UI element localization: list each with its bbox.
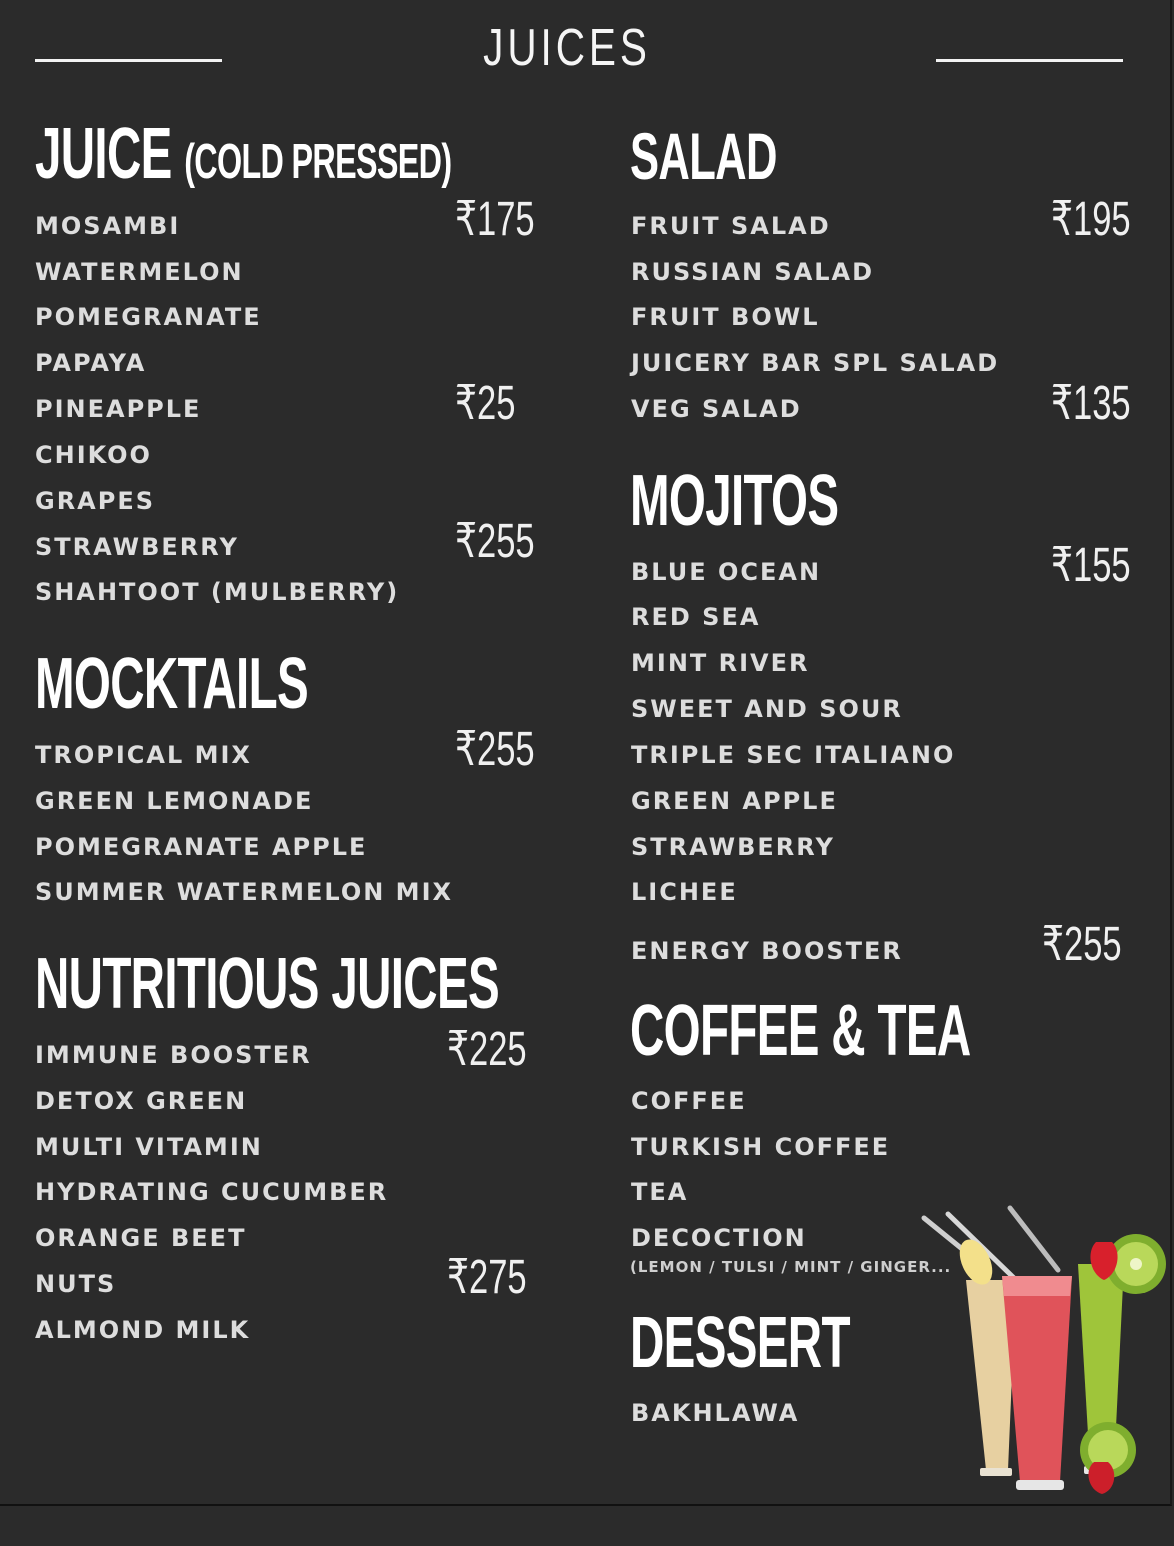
- menu-item: GRAPES: [35, 487, 156, 515]
- straw-icon: [1010, 1208, 1058, 1270]
- menu-item: STRAWBERRY: [35, 533, 239, 561]
- menu-item: NUTS: [35, 1270, 117, 1298]
- menu-item: GREEN LEMONADE: [35, 787, 314, 815]
- menu-item: TURKISH COFFEE: [631, 1133, 891, 1161]
- menu-item: LICHEE: [631, 878, 738, 906]
- menu-item: POMEGRANATE: [35, 303, 262, 331]
- menu-item: IMMUNE BOOSTER: [35, 1041, 312, 1069]
- kiwi-core: [1130, 1258, 1142, 1270]
- menu-item: JUICERY BAR SPL SALAD: [631, 349, 1000, 377]
- section-heading-juice: [35, 114, 452, 194]
- glass-foam: [1002, 1276, 1072, 1296]
- section-heading-nutritious: NUTRITIOUS JUICES: [35, 944, 500, 1024]
- glass-base: [1016, 1480, 1064, 1490]
- strawberry-juice-glass: [1002, 1276, 1072, 1482]
- menu-item: PAPAYA: [35, 349, 147, 377]
- menu-item: MULTI VITAMIN: [35, 1133, 263, 1161]
- menu-item: FRUIT BOWL: [631, 303, 820, 331]
- menu-item: SUMMER WATERMELON MIX: [35, 878, 453, 906]
- price-label: ₹175: [455, 193, 535, 246]
- menu-item: VEG SALAD: [631, 395, 802, 423]
- menu-item: DETOX GREEN: [35, 1087, 248, 1115]
- menu-item: ENERGY BOOSTER: [631, 937, 903, 965]
- page-title: JUICES: [483, 19, 651, 77]
- price-label: ₹155: [1051, 539, 1131, 592]
- price-label: ₹255: [1042, 918, 1122, 971]
- price-label: ₹225: [447, 1023, 527, 1076]
- menu-item: RUSSIAN SALAD: [631, 258, 875, 286]
- menu-item: WATERMELON: [35, 258, 244, 286]
- menu-item: TRIPLE SEC ITALIANO: [631, 741, 956, 769]
- menu-item: DECOCTION: [631, 1224, 807, 1252]
- menu-item: PINEAPPLE: [35, 395, 202, 423]
- price-label: ₹135: [1051, 377, 1131, 430]
- menu-item: TEA: [631, 1178, 689, 1206]
- menu-item: ALMOND MILK: [35, 1316, 251, 1344]
- price-label: ₹275: [447, 1251, 527, 1304]
- heading-juice-sub: (COLD PRESSED): [184, 135, 452, 189]
- section-heading-mocktails: MOCKTAILS: [35, 644, 308, 724]
- menu-item: TROPICAL MIX: [35, 741, 252, 769]
- menu-item: MINT RIVER: [631, 649, 810, 677]
- section-heading-salad: SALAD: [630, 119, 777, 193]
- menu-item: FRUIT SALAD: [631, 212, 831, 240]
- heading-juice-main: JUICE: [35, 114, 172, 194]
- menu-item: CHIKOO: [35, 441, 152, 469]
- menu-item: GREEN APPLE: [631, 787, 838, 815]
- section-heading-coffee-tea: COFFEE & TEA: [630, 991, 971, 1071]
- price-label: ₹25: [455, 377, 516, 430]
- price-label: ₹255: [455, 723, 535, 776]
- section-heading-mojitos: MOJITOS: [630, 461, 839, 541]
- price-label: ₹255: [455, 515, 535, 568]
- menu-item: RED SEA: [631, 603, 761, 631]
- menu-item: SWEET AND SOUR: [631, 695, 903, 723]
- menu-item: STRAWBERRY: [631, 833, 835, 861]
- juice-glasses-illustration: [918, 1200, 1174, 1500]
- menu-item: COFFEE: [631, 1087, 747, 1115]
- menu-item: BLUE OCEAN: [631, 558, 822, 586]
- decoction-options: (LEMON / TULSI / MINT / GINGER...: [630, 1258, 952, 1276]
- menu-item: SHAHTOOT (MULBERRY): [35, 578, 400, 606]
- menu-item: MOSAMBI: [35, 212, 181, 240]
- section-heading-dessert: DESSERT: [630, 1303, 850, 1383]
- menu-item: HYDRATING CUCUMBER: [35, 1178, 389, 1206]
- menu-item: POMEGRANATE APPLE: [35, 833, 368, 861]
- menu-item: ORANGE BEET: [35, 1224, 247, 1252]
- strawberry-icon: [1088, 1462, 1114, 1494]
- glass-base: [980, 1468, 1012, 1476]
- menu-item: BAKHLAWA: [631, 1399, 800, 1427]
- price-label: ₹195: [1051, 193, 1131, 246]
